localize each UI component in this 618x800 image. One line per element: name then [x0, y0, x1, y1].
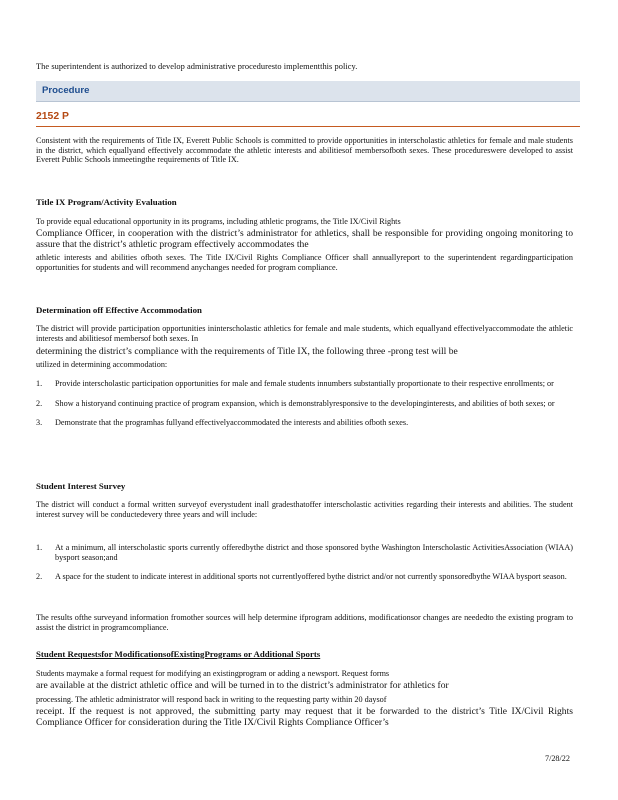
paragraph-requests-d: receipt. If the request is not approved, the submitting party may request that it be forwarded to the district’s Title IX/Civil Rights Compliance Officer for consideration during the Title IX/Civil Rights Compliance Officer’s — [36, 706, 573, 729]
footer-date: 7/28/22 — [544, 754, 570, 763]
list-item-number: 2. — [36, 398, 43, 408]
list-item-text: A space for the student to indicate interest in additional sports not currentlyoffered bythe district and/or not currently sponsoredbythe WIAA bysport season. — [55, 572, 567, 582]
paragraph-interest-survey: The district will conduct a formal written surveyof everystudent inall gradesthatoffer interscholastic activities regarding their interests and abilities. The student interest survey will be conductedevery three years and will include: — [36, 500, 573, 519]
list-item-number: 1. — [36, 543, 43, 552]
paragraph-program-evaluation-c: athletic interests and abilities ofboth sexes. The Title IX/Civil Rights Compliance Officer shall annuallyreport to the superintendent regardingparticipation opportunities for students and will recommend anychanges needed for program compliance. — [36, 253, 573, 272]
intro-text: The superintendent is authorized to develop administrative proceduresto implementthis policy. — [36, 62, 358, 71]
opening-paragraph: Consistent with the requirements of Title IX, Everett Public Schools is committed to provide opportunities in interscholastic athletics for female and male students in the district, which equallyand effectively accommodate the athletic interests and abilitiesof membersofboth sexes. These procedureswere developed to assist Everett Public Schools inmeetingthe requirements of Title IX. — [36, 136, 573, 165]
list-item — [36, 543, 573, 562]
list-item-text: Demonstrate that the programhas fullyand effectivelyaccommodated the interests and abilities ofboth sexes. — [55, 418, 409, 428]
section-bar-label: Procedure — [42, 85, 90, 96]
list-item-text: Show a historyand continuing practice of program expansion, which is demonstrablyresponsive to the developinginterests, and abilities of both sexes; or — [55, 398, 555, 408]
paragraph-requests-b: are available at the district athletic office and will be turned in to the district’s administrator for athletics for — [36, 680, 449, 691]
paragraph-accommodation-c: utilized in determining accommodation: — [36, 360, 168, 369]
list-item — [36, 572, 573, 582]
survey-list — [36, 543, 573, 588]
list-item-number: 2. — [36, 572, 43, 582]
accommodation-list — [36, 379, 573, 434]
section-heading-student-requests: Student Requestsfor ModificationsofExistingPrograms or Additional Sports — [36, 649, 321, 659]
paragraph-program-evaluation-a: To provide equal educational opportunity in its programs, including athletic programs, the Title IX/Civil Rights — [36, 217, 401, 226]
policy-number: 2152 P — [36, 111, 69, 122]
list-item-text: Provide interscholastic participation opportunities for male and female students innumbers substantially proportionate to their respective enrollments; or — [55, 379, 554, 388]
list-item — [36, 379, 573, 389]
section-heading-accommodation: Determination off Effective Accommodation — [36, 305, 202, 315]
paragraph-survey-results: The results ofthe surveyand information fromother sources will help determine ifprogram additions, modificationsor changes are neededto the existing program to assist the district in programcompliance. — [36, 613, 573, 632]
list-item-number: 1. — [36, 379, 43, 388]
list-item-text: At a minimum, all interscholastic sports currently offeredbythe district and those sponsored bythe Washington Interscholastic ActivitiesAssociation (WIAA) bysport season;and — [55, 543, 573, 562]
divider-rule — [36, 126, 580, 127]
paragraph-requests-a: Students maymake a formal request for modifying an existingprogram or adding a newsport. Request forms — [36, 669, 390, 678]
section-heading-program-evaluation: Title IX Program/Activity Evaluation — [36, 197, 177, 207]
section-heading-interest-survey: Student Interest Survey — [36, 481, 126, 491]
list-item — [36, 418, 573, 428]
list-item — [36, 399, 573, 409]
paragraph-requests-c: processing. The athletic administrator will respond back in writing to the requesting party within 20 daysof — [36, 695, 387, 704]
section-bar — [36, 81, 580, 102]
paragraph-program-evaluation-b: Compliance Officer, in cooperation with the district’s administrator for athletics, shall be responsible for providing ongoing monitoring to assure that the district’s athletic program effectively accommodates the — [36, 228, 573, 251]
list-item-number: 3. — [36, 418, 43, 428]
paragraph-accommodation-a: The district will provide participation opportunities ininterscholastic athletics for female and male students, which equallyand effectivelyaccommodate the athletic interests and abilitiesof membersof both sexes. In — [36, 324, 573, 343]
paragraph-accommodation-b: determining the district’s compliance with the requirements of Title IX, the following three -prong test will be — [36, 346, 458, 357]
